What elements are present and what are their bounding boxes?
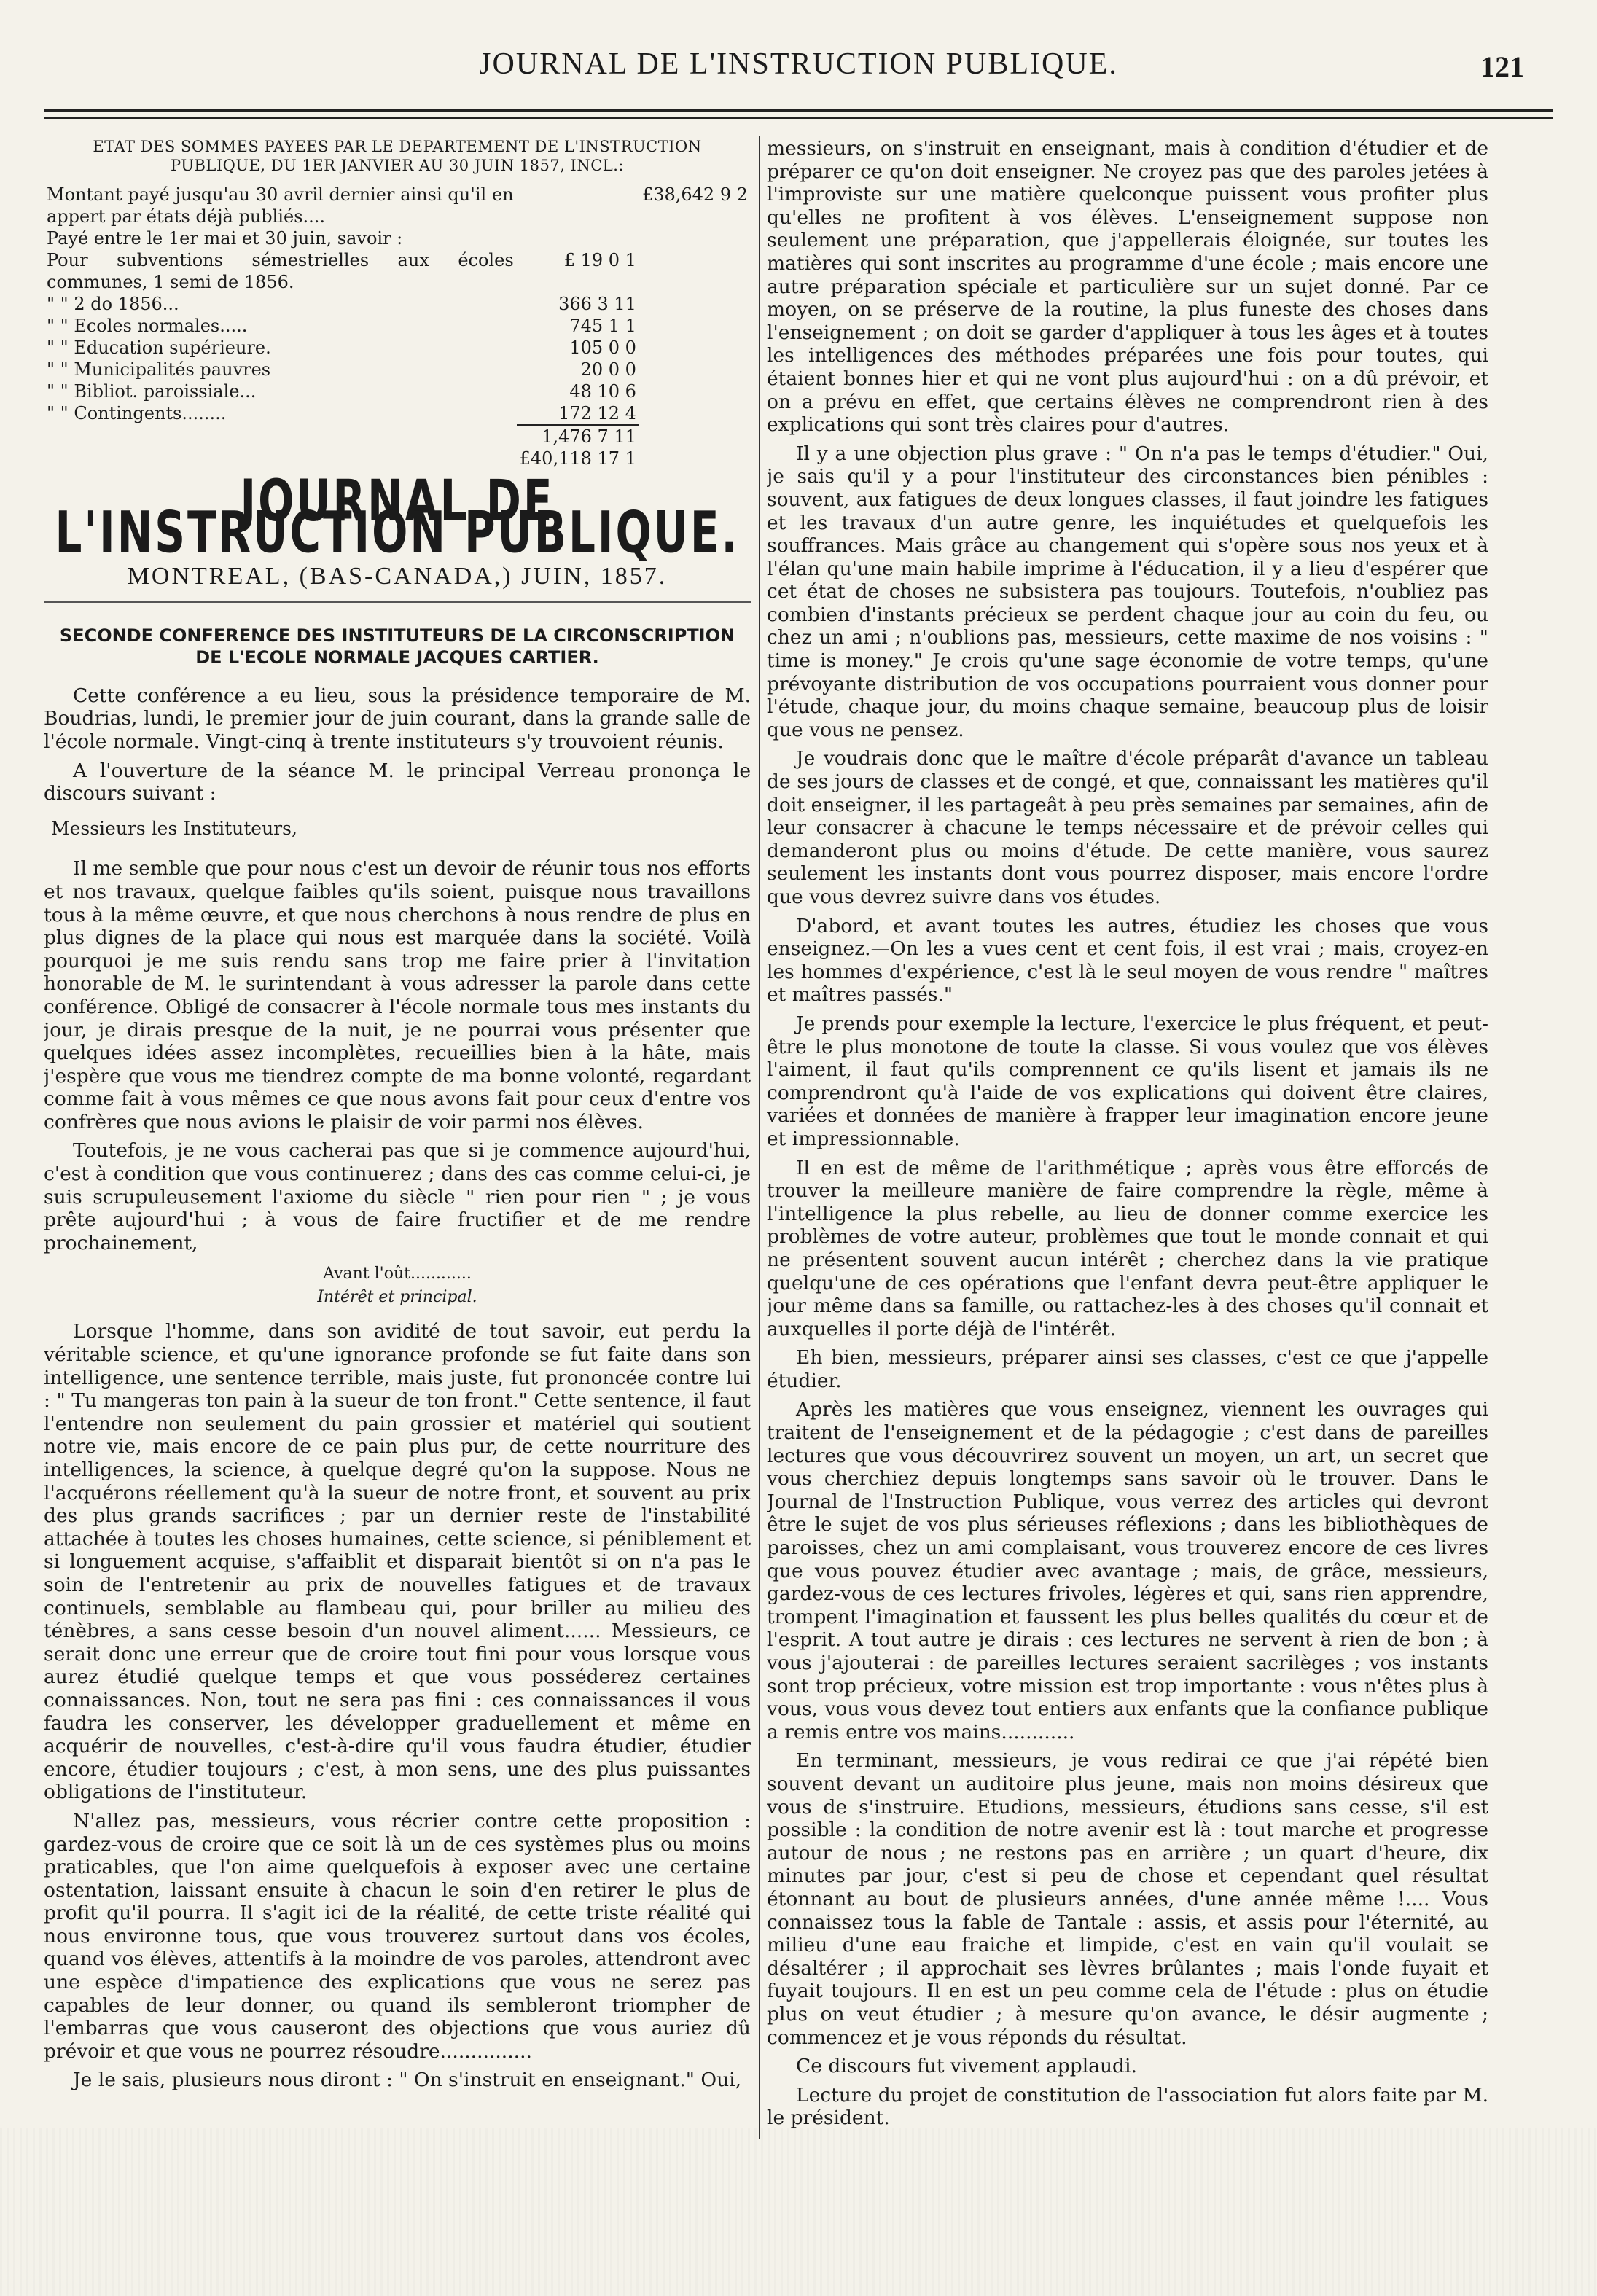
page-number: 121 <box>1480 50 1524 83</box>
closing-paragraph: Ce discours fut vivement applaudi. <box>796 2055 1137 2078</box>
accounts-subtotal: 1,476 7 11 <box>517 425 639 448</box>
section-rule <box>44 601 751 603</box>
accounts-row <box>44 184 751 227</box>
accounts-row-label: Payé entre le 1er mai et 30 juin, savoir : <box>47 228 403 249</box>
dateline: MONTREAL, (BAS-CANADA,) JUIN, 1857. <box>127 563 668 590</box>
accounts-row <box>44 337 751 359</box>
accounts-row <box>44 249 751 293</box>
running-head <box>44 44 1553 95</box>
speech-paragraph: messieurs, on s'instruit en enseignant, mais à condition d'étudier et de préparer ce qu'on doit enseigner. Ne croyez pas que des paroles jetées à l'improviste sur une matière quelconque puissent vous profiter plus qu'elles ne profitent à vos élèves. L'enseignement suppose non seulement une préparation, que j'appellerais éloignée, sur toutes les matières qui sont inscrites au programme d'une école ; mais encore une autre préparation spéciale et particulière sur un sujet donné. Par ce moyen, on se préserve de la routine, la plus funeste des choses dans l'enseignement ; on doit se garder d'appliquer à tous les âges et à toutes les intelligences des méthodes préparées une fois pour toutes, qui étaient bonnes hier et qui ne vont plus aujourd'hui : on a dû prévoir, et on a prévu en effet, que certains élèves ne comprendront rien à des explications qui sont très claires pour d'autres. <box>767 137 1488 437</box>
accounts-row-label: " " 2 do 1856... <box>47 294 179 314</box>
accounts-row <box>44 359 751 380</box>
accounts-row-label: Pour subventions sémestrielles aux écoles communes, 1 semi de 1856. <box>47 250 514 292</box>
speech-paragraph: Je prends pour exemple la lecture, l'exercice le plus fréquent, et peut-être le plus monotone de toute la classe. Si vous voulez que vos élèves l'aiment, il faut qu'ils comprennent ce qu'ils lisent et jamais ils ne comprendront qu'à l'aide de vos explications qui doivent être claires, variées et données de manière à frapper leur imagination encore jeune et impressionnable. <box>767 1012 1488 1150</box>
speech-paragraph: En terminant, messieurs, je vous redirai ce que j'ai répété bien souvent devant un auditoire plus jeune, mais non moins désireux que vous de s'instruire. Etudions, messieurs, étudions sans cesse, s'il est possible : la condition de notre avenir est là : tout marche et progresse autour de nous ; ne restons pas en arrière ; un quart d'heure, dix minutes par jour, c'est si peu de chose et cependant quel résultat étonnant au bout de plusieurs années, d'une année même !.... Vous connaissez tous la fable de Tantale : assis, et assis pour l'éternité, au milieu d'une eau fraiche et limpide, c'est en vain qu'il voulait se désaltérer ; il approchait ses lèvres brûlantes ; mais l'onde fuyait et fuyait toujours. Il en est un peu comme cela de l'étude : plus on étudie plus on veut étudier ; à mesure qu'on avance, le désir augmente ; commencez et je vous réponds du résultat. <box>767 1749 1488 2049</box>
running-head-title: JOURNAL DE L'INSTRUCTION PUBLIQUE. <box>479 47 1118 81</box>
accounts-row-label: " " Education supérieure. <box>47 337 271 358</box>
masthead: JOURNAL DE L'INSTRUCTION PUBLIQUE. <box>55 467 740 566</box>
speech-paragraph: D'abord, et avant toutes les autres, étudiez les choses que vous enseignez.—On les a vues cent et cent fois, il est vrai ; mais, croyez-en les hommes d'expérience, c'est là le seul moyen de vous rendre " maîtres et maîtres passés." <box>767 914 1488 1007</box>
accounts-row-total <box>639 380 751 402</box>
speech-paragraph: Après les matières que vous enseignez, viennent les ouvrages qui traitent de l'enseignement et de la pédagogie ; c'est dans de pareilles lectures que vous découvrirez souvent un moyen, un art, un secret que vous cherchiez depuis longtemps sans savoir où le trouver. Dans le Journal de l'Instruction Publique, vous verrez des articles qui devront être le sujet de vos plus sérieuses réflexions ; dans les bibliothèques de paroisses, chez un ami complaisant, vous trouverez encore de ces livres que vous pouvez étudier avec avantage ; mais, de grâce, messieurs, gardez-vous de ces lectures frivoles, légères et qui, sans rien apprendre, trompent l'imagination et faussent les plus belles qualités du cœur et de l'esprit. A tout autre je dirais : ces lectures ne servent à rien de bon ; à vous j'ajouterai : de pareilles lectures seraient sacrilèges ; vos instants sont trop précieux, votre mission est trop importante : vous n'êtes plus à vous, vous vous devez tout entiers aux enfants que la confiance publique a remis entre vos mains............ <box>767 1398 1488 1744</box>
article-title: SECONDE CONFERENCE DES INSTITUTEURS DE LA CIRCONSCRIPTION DE L'ECOLE NORMALE JACQUES CARTIER. <box>59 625 735 668</box>
accounts-row-label: " " Municipalités pauvres <box>47 359 271 380</box>
page-bottom-margin <box>0 2128 1597 2296</box>
accounts-row-amount: 105 0 0 <box>569 337 636 358</box>
left-column <box>44 137 751 2128</box>
avant-line: Avant l'oût............ <box>323 1265 472 1284</box>
accounts-row-total <box>639 249 751 293</box>
accounts-row-amount: 172 12 4 <box>558 403 636 423</box>
accounts-row-label: " " Ecoles normales..... <box>47 316 248 336</box>
speech-paragraph: Toutefois, je ne vous cacherai pas que si je commence aujourd'hui, c'est à condition que vous continuerez ; dans des cas comme celui-ci, je suis scrupuleusement l'axiome du siècle " rien pour rien " ; je vous prête aujourd'hui ; à vous de faire fructifier et de me rendre prochainement, <box>44 1139 751 1254</box>
header-rule <box>44 109 1553 119</box>
accounts-row-amount: 366 3 11 <box>558 294 636 314</box>
speech-paragraph: Il en est de même de l'arithmétique ; après vous être efforcés de trouver la meilleure manière de faire comprendre la règle, même à l'intelligence la plus rebelle, au lieu de donner comme exercice les problèmes de votre auteur, problèmes que tout le monde connait et qui ne présentent souvent aucun intérêt ; cherchez dans la vie pratique quelqu'une de ces opérations que l'enfant devra peut-être appliquer le jour même dans sa famille, ou rattachez-les à des choses qu'il connait et auxquelles il porte déjà de l'intérêt. <box>767 1156 1488 1340</box>
speech-paragraph: Je voudrais donc que le maître d'école préparât d'avance un tableau de ses jours de classes et de congé, et que, connaissant les matières qu'il doit enseigner, il les partageât à peu près semaines par semaines, afin de leur consacrer à chacune le temps nécessaire et de prévoir celles qui demanderont plus ou moins d'étude. De cette manière, vous saurez seulement les instants dont vous pourrez disposer, mais encore l'ordre que vous devrez suivre dans vos études. <box>767 747 1488 908</box>
accounts-row <box>44 315 751 337</box>
salutation: Messieurs les Instituteurs, <box>51 817 297 839</box>
accounts-row-total <box>639 227 751 249</box>
accounts-row-total <box>639 337 751 359</box>
intro-paragraph: A l'ouverture de la séance M. le principal Verreau prononça le discours suivant : <box>44 759 751 805</box>
accounts-row-total <box>639 359 751 380</box>
speech-paragraph: Il y a une objection plus grave : " On n'a pas le temps d'étudier." Oui, je sais qu'il y a pour l'instituteur des circonstances bien pénibles : souvent, aux fatigues de deux longues classes, il faut joindre les fatigues et les travaux d'un autre genre, les inquiétudes et quelquefois les souffrances. Mais grâce au changement qui s'opère sous nos yeux et à l'élan qu'une main habile imprime à l'éducation, il y a lieu d'espérer que cet état de choses ne subsistera pas toujours. Toutefois, n'oubliez pas combien d'instants précieux se perdent chaque jour au coin du feu, ou chez un ami ; n'oublions pas, messieurs, cette maxime de nos voisins : " time is money." Je crois qu'une sage économie de votre temps, qu'une prévoyante distribution de vos occupations pourraient vous donner pour l'étude, chaque jour, du moins chaque semaine, beaucoup plus de loisir que vous ne pensez. <box>767 442 1488 741</box>
accounts-row <box>44 380 751 402</box>
accounts-row-amount <box>517 184 639 227</box>
speech-paragraph: Eh bien, messieurs, préparer ainsi ses classes, c'est ce que j'appelle étudier. <box>767 1346 1488 1392</box>
accounts-row-label: Montant payé jusqu'au 30 avril dernier ainsi qu'il en appert par états déjà publiés.... <box>47 184 514 227</box>
right-column <box>767 137 1488 2128</box>
accounts-grand-total: £40,118 17 1 <box>519 448 636 469</box>
accounts-row <box>44 402 751 425</box>
closing-paragraph: Lecture du projet de constitution de l'association fut alors faite par M. le président. <box>767 2083 1488 2128</box>
speech-paragraph: Je le sais, plusieurs nous diront : " On s'instruit en enseignant." Oui, <box>73 2069 742 2092</box>
accounts-table <box>44 184 751 469</box>
accounts-row-amount: 745 1 1 <box>569 316 636 336</box>
interet-line: Intérêt et principal. <box>317 1288 477 1307</box>
speech-paragraph: N'allez pas, messieurs, vous récrier contre cette proposition : gardez-vous de croire que ce soit là un de ces systèmes plus ou moins praticables, que l'on aime quelquefois à exposer avec une certaine ostentation, laissant ensuite à chacun le soin d'en retirer le plus de profit qu'il pourra. Il s'agit ici de la réalité, de cette triste réalité qui nous environne tous, que vous trouverez surtout dans vos écoles, quand vos élèves, attentifs à la moindre de vos paroles, attendront avec une espèce d'impatience des explications que vous ne serez pas capables de leur donner, ou quand ils sembleront triompher de l'embarras que vous causeront des objections que vous auriez dû prévoir et que vous ne pourrez résoudre............... <box>44 1809 751 2063</box>
intro-paragraph: Cette conférence a eu lieu, sous la présidence temporaire de M. Boudrias, lundi, le premier jour de juin courant, dans la grande salle de l'école normale. Vingt-cinq à trente instituteurs s'y trouvoient réunis. <box>44 684 751 753</box>
accounts-row-amount: £ 19 0 1 <box>563 250 636 270</box>
accounts-row-amount: 20 0 0 <box>580 359 636 380</box>
accounts-row-amount: 48 10 6 <box>569 381 636 402</box>
accounts-row <box>44 227 751 249</box>
accounts-row-total <box>639 315 751 337</box>
accounts-row <box>44 293 751 315</box>
accounts-row-total <box>639 293 751 315</box>
speech-paragraph: Lorsque l'homme, dans son avidité de tout savoir, eut perdu la véritable science, et qu'une ignorance profonde se fut faite dans son intelligence, une sentence terrible, mais juste, fut prononcée contre lui : " Tu mangeras ton pain à la sueur de ton front." Cette sentence, il faut l'entendre non seulement du pain grossier et matériel qui soutient notre vie, mais encore de ce pain plus pur, de cette nourriture des intelligences, la science, à quelque degré qu'on la suppose. Nous ne l'acquérons réellement qu'à la sueur de notre front, et souvent au prix des plus grands sacrifices ; par un dernier reste de l'instabilité attachée à toutes les choses humaines, cette science, si péniblement et si longuement acquise, s'affaiblit et disparait bientôt si on n'a pas le soin de l'entretenir au prix de nouvelles fatigues et de travaux continuels, semblable au flambeau qui, pour briller au milieu des ténèbres, a sans cesse besoin d'un nouvel aliment...... Messieurs, ce serait donc une erreur que de croire tout fini pour vous lorsque vous aurez étudié quelque temps et que vous posséderez certaines connaissances. Non, tout ne sera pas fini : ces connaissances il vous faudra les conserver, les développer graduellement et même en acquérir de nouvelles, c'est-à-dire qu'il vous faudra étudier, étudier encore, étudier toujours ; c'est, à mon sens, une des plus puissantes obligations de l'instituteur. <box>44 1320 751 1804</box>
column-divider <box>759 136 760 2139</box>
accounts-row-label: " " Contingents........ <box>47 403 227 423</box>
accounts-row-amount <box>517 227 639 249</box>
accounts-row-total: £38,642 9 2 <box>641 184 748 205</box>
accounts-row-label: " " Bibliot. paroissiale... <box>47 381 257 402</box>
accounts-row-total <box>639 402 751 425</box>
accounts-heading: ETAT DES SOMMES PAYEES PAR LE DEPARTEMENT DE L'INSTRUCTION PUBLIQUE, DU 1ER JANVIER AU 30 JUIN 1857, INCL.: <box>93 138 702 174</box>
speech-paragraph: Il me semble que pour nous c'est un devoir de réunir tous nos efforts et nos travaux, quelque faibles qu'ils soient, puisque nous travaillons tous à la même œuvre, et que nous cherchons à nous rendre de plus en plus dignes de la place qui nous est marquée dans la société. Voilà pourquoi je me suis rendu sans trop me faire prier à l'invitation honorable de M. le surintendant à vous adresser la parole dans cette conférence. Obligé de consacrer à l'école normale tous mes instants du jour, je dirais presque de la nuit, je ne pourrai vous présenter que quelques idées assez incomplètes, recueillies bien à la hâte, mais j'espère que vous me tiendrez compte de ma bonne volonté, regardant comme fait à vous mêmes ce que nous avons fait pour ceux d'entre vos confrères que nous avions le plaisir de voir parmi nos élèves. <box>44 857 751 1133</box>
